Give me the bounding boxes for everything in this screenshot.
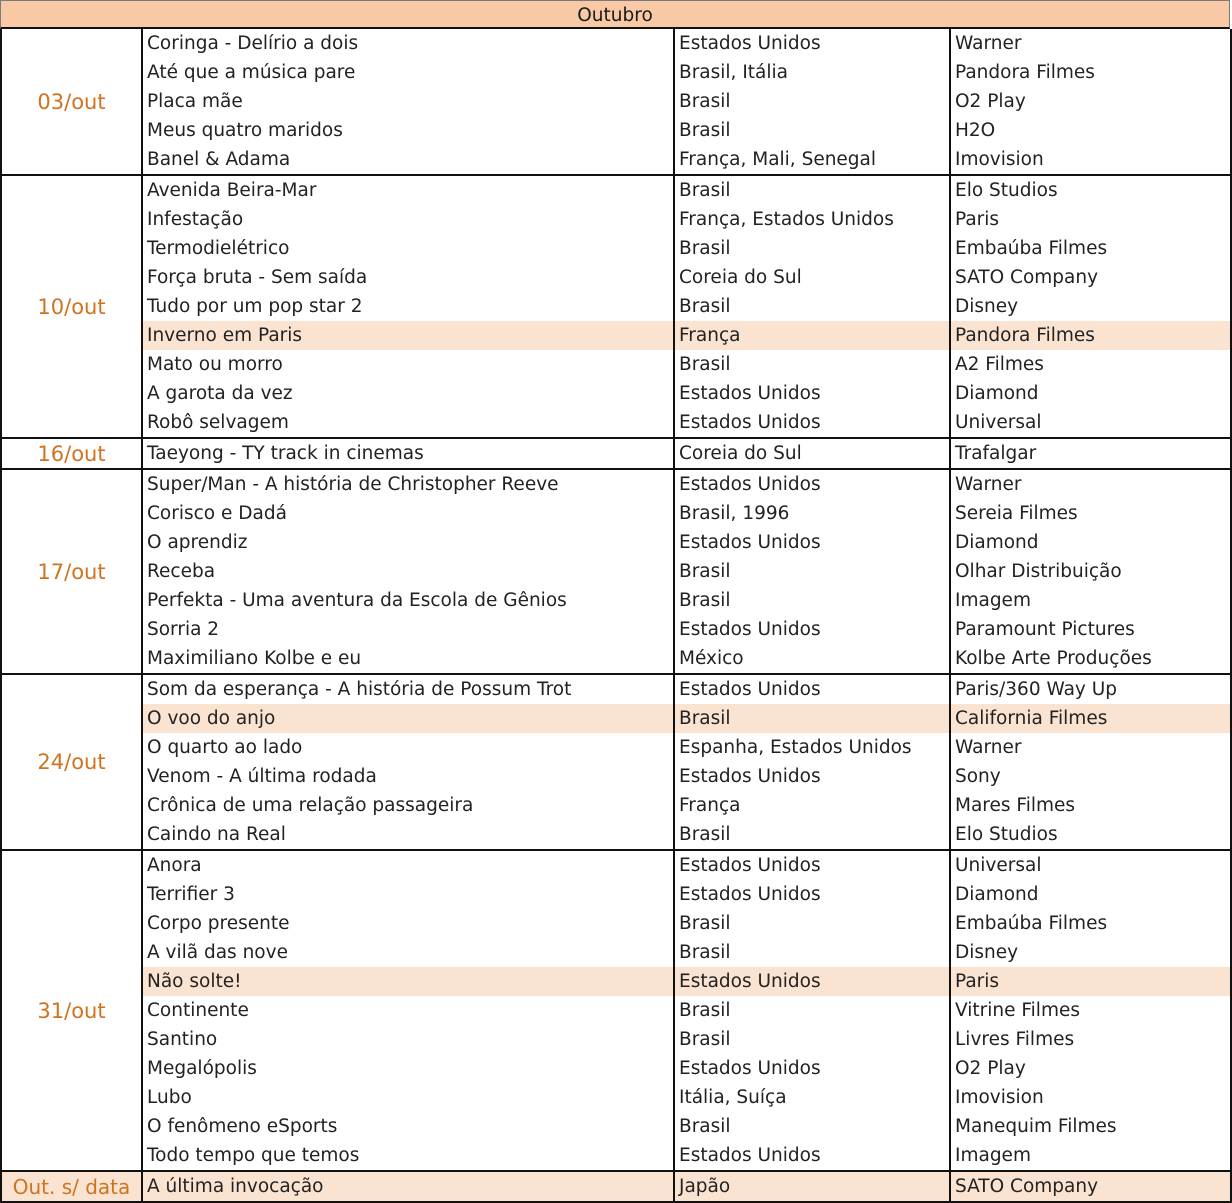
distributor-cell: Imagem bbox=[955, 590, 1031, 611]
distributor-cell: Embaúba Filmes bbox=[955, 238, 1108, 259]
table-row bbox=[143, 234, 1230, 263]
country-cell: Estados Unidos bbox=[675, 1141, 951, 1170]
movie-title-cell: Megalópolis bbox=[143, 1054, 675, 1083]
distributor-cell: Warner bbox=[955, 33, 1022, 54]
movie-title-cell: Taeyong - TY track in cinemas bbox=[143, 439, 675, 468]
release-date-group bbox=[0, 470, 1232, 675]
country-cell: Estados Unidos bbox=[675, 528, 951, 557]
release-date-group bbox=[0, 851, 1232, 1172]
movie-title-cell: O aprendiz bbox=[143, 528, 675, 557]
table-row bbox=[143, 379, 1230, 408]
country-cell: Brasil bbox=[675, 1112, 951, 1141]
country-cell: Coreia do Sul bbox=[675, 263, 951, 292]
release-date-label: 31/out bbox=[2, 851, 143, 1170]
country-cell: Estados Unidos bbox=[675, 408, 951, 437]
country-cell: Espanha, Estados Unidos bbox=[675, 733, 951, 762]
movie-title-cell: Meus quatro maridos bbox=[143, 116, 675, 145]
movie-title-cell: A vilã das nove bbox=[143, 938, 675, 967]
country-cell: Brasil bbox=[675, 116, 951, 145]
country-cell: México bbox=[675, 644, 951, 673]
distributor-cell: A2 Filmes bbox=[955, 354, 1044, 375]
movie-title-cell: Não solte! bbox=[143, 967, 675, 996]
table-row bbox=[143, 909, 1230, 938]
table-row bbox=[143, 996, 1230, 1025]
release-date-group bbox=[0, 1172, 1232, 1203]
movie-title-cell: A última invocação bbox=[143, 1172, 675, 1201]
movie-title-cell: Mato ou morro bbox=[143, 350, 675, 379]
country-cell: Brasil bbox=[675, 1025, 951, 1054]
movie-title-cell: Anora bbox=[143, 851, 675, 880]
movie-title-cell: Corisco e Dadá bbox=[143, 499, 675, 528]
movie-title-cell: Continente bbox=[143, 996, 675, 1025]
movie-title-cell: Até que a música pare bbox=[143, 58, 675, 87]
table-row bbox=[143, 820, 1230, 849]
table-row bbox=[143, 557, 1230, 586]
movie-title-cell: O quarto ao lado bbox=[143, 733, 675, 762]
country-cell: França bbox=[675, 791, 951, 820]
table-row bbox=[143, 116, 1230, 145]
movie-title-cell: Terrifier 3 bbox=[143, 880, 675, 909]
country-cell: Brasil bbox=[675, 704, 951, 733]
movie-title-cell: Banel & Adama bbox=[143, 145, 675, 174]
movie-title-cell: Som da esperança - A história de Possum Trot bbox=[143, 675, 675, 704]
country-cell: Brasil bbox=[675, 557, 951, 586]
movie-title-cell: Coringa - Delírio a dois bbox=[143, 29, 675, 58]
distributor-cell: Paramount Pictures bbox=[955, 619, 1135, 640]
movie-title-cell: Placa mãe bbox=[143, 87, 675, 116]
country-cell: Estados Unidos bbox=[675, 880, 951, 909]
distributor-cell: Paris/360 Way Up bbox=[955, 679, 1118, 700]
movie-title-cell: Venom - A última rodada bbox=[143, 762, 675, 791]
movie-title-cell: Sorria 2 bbox=[143, 615, 675, 644]
movie-title-cell: Super/Man - A história de Christopher Reeve bbox=[143, 470, 675, 499]
country-cell: Estados Unidos bbox=[675, 379, 951, 408]
country-cell: Brasil bbox=[675, 938, 951, 967]
country-cell: Brasil bbox=[675, 909, 951, 938]
distributor-cell: Pandora Filmes bbox=[955, 325, 1095, 346]
table-row bbox=[143, 1112, 1230, 1141]
movie-title-cell: O voo do anjo bbox=[143, 704, 675, 733]
table-row bbox=[143, 967, 1230, 996]
distributor-cell: Diamond bbox=[955, 383, 1039, 404]
movie-title-cell: Lubo bbox=[143, 1083, 675, 1112]
table-row bbox=[143, 176, 1230, 205]
table-row bbox=[143, 321, 1230, 350]
distributor-cell: Olhar Distribuição bbox=[955, 561, 1122, 582]
country-cell: Brasil bbox=[675, 350, 951, 379]
table-row bbox=[143, 675, 1230, 704]
month-header: Outubro bbox=[0, 0, 1230, 29]
distributor-cell: Livres Filmes bbox=[955, 1029, 1075, 1050]
movie-title-cell: A garota da vez bbox=[143, 379, 675, 408]
distributor-cell: Mares Filmes bbox=[955, 795, 1076, 816]
movie-title-cell: Termodielétrico bbox=[143, 234, 675, 263]
table-row bbox=[143, 1025, 1230, 1054]
distributor-cell: Warner bbox=[955, 474, 1022, 495]
distributor-cell: Embaúba Filmes bbox=[955, 913, 1108, 934]
country-cell: Brasil bbox=[675, 234, 951, 263]
table-row bbox=[143, 644, 1230, 673]
country-cell: Estados Unidos bbox=[675, 615, 951, 644]
country-cell: Estados Unidos bbox=[675, 675, 951, 704]
country-cell: Estados Unidos bbox=[675, 762, 951, 791]
distributor-cell: Manequim Filmes bbox=[955, 1116, 1117, 1137]
distributor-cell: Kolbe Arte Produções bbox=[955, 648, 1152, 669]
table-row bbox=[143, 205, 1230, 234]
release-date-group bbox=[0, 439, 1232, 470]
table-row bbox=[143, 704, 1230, 733]
distributor-cell: O2 Play bbox=[955, 1058, 1026, 1079]
movie-title-cell: Infestação bbox=[143, 205, 675, 234]
release-date-label: Out. s/ data bbox=[2, 1172, 143, 1201]
distributor-cell: H2O bbox=[955, 120, 996, 141]
table-row bbox=[143, 733, 1230, 762]
distributor-cell: Trafalgar bbox=[955, 443, 1037, 464]
movie-title-cell: Perfekta - Uma aventura da Escola de Gênios bbox=[143, 586, 675, 615]
movie-title-cell: Avenida Beira-Mar bbox=[143, 176, 675, 205]
table-row bbox=[143, 499, 1230, 528]
country-cell: Brasil bbox=[675, 586, 951, 615]
country-cell: França bbox=[675, 321, 951, 350]
distributor-cell: Universal bbox=[955, 855, 1042, 876]
country-cell: Brasil, Itália bbox=[675, 58, 951, 87]
country-cell: Brasil, 1996 bbox=[675, 499, 951, 528]
distributor-cell: Diamond bbox=[955, 884, 1039, 905]
distributor-cell: Imagem bbox=[955, 1145, 1031, 1166]
release-date-group bbox=[0, 29, 1232, 176]
movie-title-cell: Robô selvagem bbox=[143, 408, 675, 437]
table-row bbox=[143, 791, 1230, 820]
movie-title-cell: Receba bbox=[143, 557, 675, 586]
table-row bbox=[143, 439, 1230, 468]
table-row bbox=[143, 851, 1230, 880]
table-row bbox=[143, 938, 1230, 967]
release-date-label: 24/out bbox=[2, 675, 143, 849]
release-date-label: 17/out bbox=[2, 470, 143, 673]
country-cell: Brasil bbox=[675, 292, 951, 321]
release-date-label: 10/out bbox=[2, 176, 143, 437]
distributor-cell: Elo Studios bbox=[955, 824, 1058, 845]
distributor-cell: California Filmes bbox=[955, 708, 1108, 729]
country-cell: Japão bbox=[675, 1172, 951, 1201]
table-row bbox=[143, 586, 1230, 615]
table-row bbox=[143, 58, 1230, 87]
table-row bbox=[143, 263, 1230, 292]
movie-title-cell: Maximiliano Kolbe e eu bbox=[143, 644, 675, 673]
table-row bbox=[143, 1141, 1230, 1170]
country-cell: França, Mali, Senegal bbox=[675, 145, 951, 174]
country-cell: Brasil bbox=[675, 176, 951, 205]
movie-title-cell: Caindo na Real bbox=[143, 820, 675, 849]
movie-title-cell: Inverno em Paris bbox=[143, 321, 675, 350]
release-date-label: 16/out bbox=[2, 439, 143, 468]
distributor-cell: Elo Studios bbox=[955, 180, 1058, 201]
distributor-cell: Pandora Filmes bbox=[955, 62, 1095, 83]
distributor-cell: Warner bbox=[955, 737, 1022, 758]
movie-title-cell: Crônica de uma relação passageira bbox=[143, 791, 675, 820]
table-row bbox=[143, 350, 1230, 379]
distributor-cell: Vitrine Filmes bbox=[955, 1000, 1080, 1021]
movie-title-cell: Força bruta - Sem saída bbox=[143, 263, 675, 292]
table-row bbox=[143, 880, 1230, 909]
table-row bbox=[143, 615, 1230, 644]
movie-title-cell: Corpo presente bbox=[143, 909, 675, 938]
release-date-group bbox=[0, 176, 1232, 439]
table-row bbox=[143, 1172, 1230, 1201]
table-row bbox=[143, 528, 1230, 557]
distributor-cell: SATO Company bbox=[955, 1176, 1099, 1197]
table-row bbox=[143, 292, 1230, 321]
country-cell: França, Estados Unidos bbox=[675, 205, 951, 234]
country-cell: Itália, Suíça bbox=[675, 1083, 951, 1112]
distributor-cell: Sony bbox=[955, 766, 1001, 787]
country-cell: Estados Unidos bbox=[675, 1054, 951, 1083]
distributor-cell: Diamond bbox=[955, 532, 1039, 553]
table-row bbox=[143, 408, 1230, 437]
country-cell: Coreia do Sul bbox=[675, 439, 951, 468]
movie-title-cell: O fenômeno eSports bbox=[143, 1112, 675, 1141]
table-row bbox=[143, 29, 1230, 58]
distributor-cell: Disney bbox=[955, 942, 1019, 963]
country-cell: Brasil bbox=[675, 996, 951, 1025]
country-cell: Brasil bbox=[675, 87, 951, 116]
movie-title-cell: Todo tempo que temos bbox=[143, 1141, 675, 1170]
distributor-cell: Paris bbox=[955, 209, 1000, 230]
movie-title-cell: Tudo por um pop star 2 bbox=[143, 292, 675, 321]
distributor-cell: Sereia Filmes bbox=[955, 503, 1078, 524]
distributor-cell: Disney bbox=[955, 296, 1019, 317]
country-cell: Estados Unidos bbox=[675, 29, 951, 58]
distributor-cell: Universal bbox=[955, 412, 1042, 433]
table-row bbox=[143, 1083, 1230, 1112]
table-row bbox=[143, 87, 1230, 116]
country-cell: Estados Unidos bbox=[675, 851, 951, 880]
country-cell: Estados Unidos bbox=[675, 470, 951, 499]
table-row bbox=[143, 1054, 1230, 1083]
table-row bbox=[143, 470, 1230, 499]
distributor-cell: Imovision bbox=[955, 149, 1044, 170]
release-date-group bbox=[0, 675, 1232, 851]
table-row bbox=[143, 145, 1230, 174]
release-date-label: 03/out bbox=[2, 29, 143, 174]
distributor-cell: Imovision bbox=[955, 1087, 1044, 1108]
distributor-cell: Paris bbox=[955, 971, 1000, 992]
country-cell: Brasil bbox=[675, 820, 951, 849]
distributor-cell: SATO Company bbox=[955, 267, 1099, 288]
distributor-cell: O2 Play bbox=[955, 91, 1026, 112]
table-row bbox=[143, 762, 1230, 791]
country-cell: Estados Unidos bbox=[675, 967, 951, 996]
movie-title-cell: Santino bbox=[143, 1025, 675, 1054]
